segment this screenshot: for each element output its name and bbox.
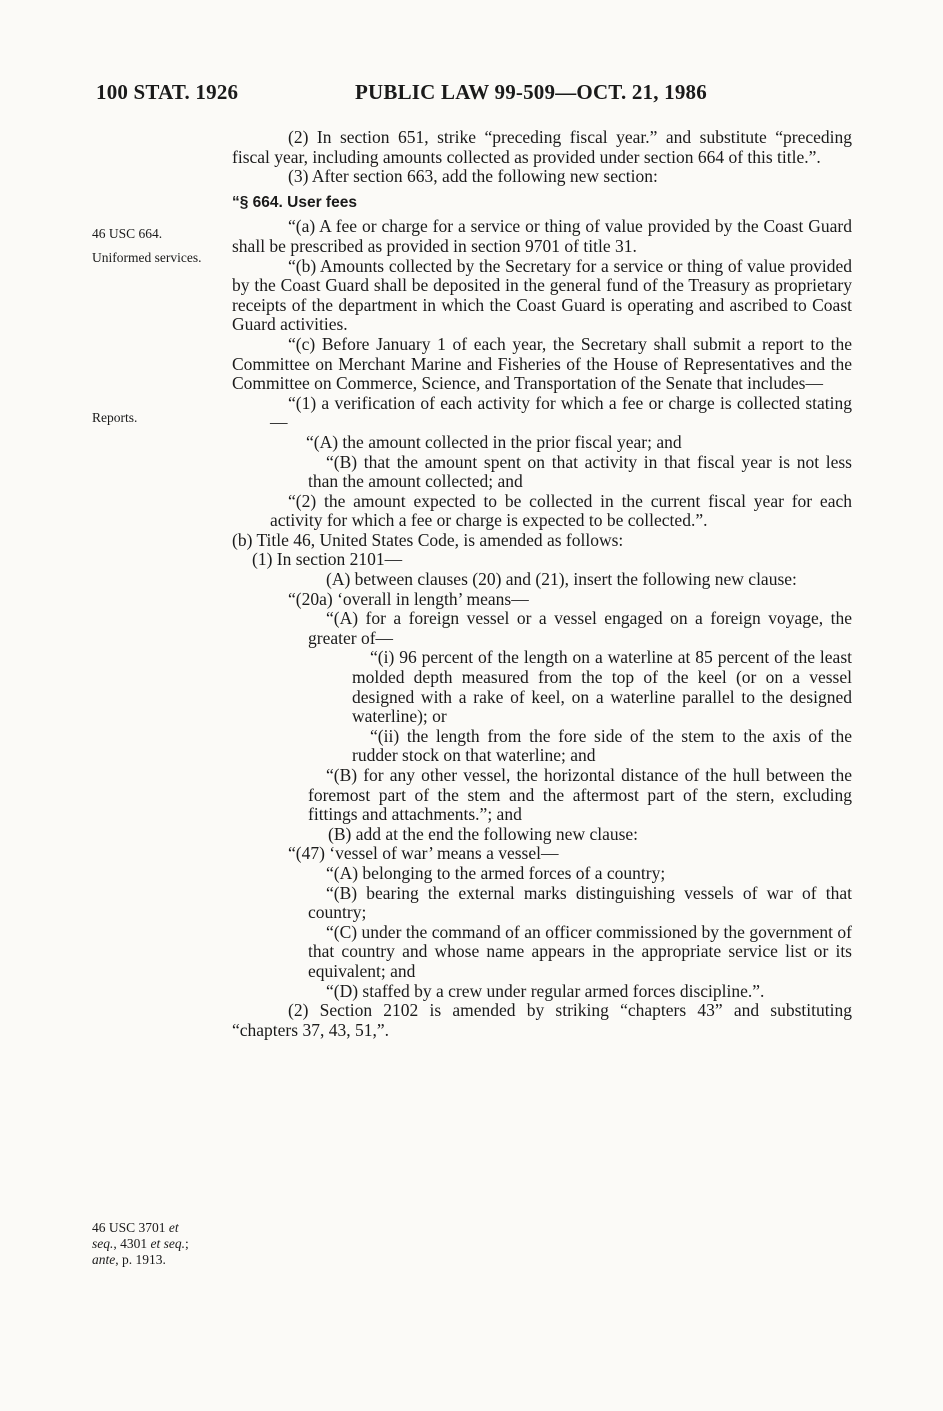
paragraph: (2) Section 2102 is amended by striking “chapters 43” and substituting “chapters 37, 43, 51,”.	[232, 1000, 852, 1040]
paragraph: “(B) that the amount spent on that activity in that fiscal year is not less than the amount collected; and	[308, 451, 852, 492]
paragraph: (3) After section 663, add the following new section:	[288, 166, 658, 187]
paragraph: “(C) under the command of an officer commissioned by the government of that country and whose name appears in the appropriate service list or its equivalent; and	[308, 921, 852, 981]
paragraph: “(A) belonging to the armed forces of a country;	[326, 862, 666, 883]
paragraph: (2) In section 651, strike “preceding fiscal year.” and substitute “preceding fiscal year, including amounts collected as provided under section 664 of this title.”.	[232, 127, 852, 167]
paragraph: “(20a) ‘overall in length’ means—	[288, 588, 529, 609]
paragraph: (1) In section 2101—	[252, 549, 403, 570]
paragraph: “(B) for any other vessel, the horizontal distance of the hull between the foremost part of the stem and the aftermost part of the stern, excluding fittings and attachments.”; and	[308, 765, 852, 825]
paragraph: “(c) Before January 1 of each year, the Secretary shall submit a report to the Committee on Merchant Marine and Fisheries of the House of Representatives and the Committee on Commerce, Science, and Transportation of the Senate that includes—	[232, 333, 852, 394]
note-text: 46 USC 3701	[92, 1220, 166, 1235]
margin-note-uniformed-services: Uniformed services.	[92, 250, 202, 265]
paragraph: “(i) 96 percent of the length on a waterline at 85 percent of the least molded depth measured from the top of the keel (or on a vessel designed with a rake of keel, on a waterline parallel to the designed waterline); or	[352, 647, 852, 727]
margin-note-usc-664: 46 USC 664.	[92, 226, 163, 241]
margin-note-usc-3701	[92, 1220, 189, 1268]
paragraph: “(47) ‘vessel of war’ means a vessel—	[288, 843, 559, 864]
law-reference: PUBLIC LAW 99-509—OCT. 21, 1986	[355, 80, 707, 104]
note-italic: et seq.	[150, 1236, 185, 1251]
paragraph: (A) between clauses (20) and (21), insert the following new clause:	[326, 569, 797, 590]
paragraph: “(a) A fee or charge for a service or thing of value provided by the Coast Guard shall be prescribed as provided in section 9701 of title 31.	[232, 216, 852, 256]
note-italic: seq.	[92, 1236, 114, 1251]
note-text: , p. 1913.	[115, 1252, 166, 1267]
statute-body	[232, 128, 852, 1040]
paragraph: “(b) Amounts collected by the Secretary for a service or thing of value provided by the Coast Guard shall be deposited in the general fund of the Treasury as proprietary receipts of the department in which the Coast Guard is operating and ascribed to Coast Guard activities.	[232, 255, 852, 335]
paragraph: “(B) bearing the external marks distinguishing vessels of war of that country;	[308, 882, 852, 923]
paragraph: “(A) for a foreign vessel or a vessel engaged on a foreign voyage, the greater of—	[308, 608, 852, 648]
page-reference: 100 STAT. 1926	[96, 80, 239, 104]
paragraph: “(1) a verification of each activity for which a fee or charge is collected stating—	[270, 392, 852, 433]
note-text: ;	[185, 1236, 189, 1251]
paragraph: (B) add at the end the following new clause:	[328, 823, 639, 844]
paragraph: (b) Title 46, United States Code, is amended as follows:	[232, 529, 624, 550]
paragraph: “(ii) the length from the fore side of the stem to the axis of the rudder stock on that waterline; and	[352, 725, 852, 766]
note-italic: et	[168, 1220, 179, 1235]
note-italic: ante	[92, 1252, 116, 1267]
margin-note-reports: Reports.	[92, 410, 138, 425]
note-text: , 4301	[113, 1236, 148, 1251]
section-heading: “§ 664. User fees	[232, 193, 357, 211]
paragraph: “(2) the amount expected to be collected in the current fiscal year for each activity for which a fee or charge is expected to be collected.”.	[270, 490, 852, 531]
paragraph: “(A) the amount collected in the prior fiscal year; and	[306, 431, 682, 452]
paragraph: “(D) staffed by a crew under regular armed forces discipline.”.	[326, 980, 765, 1001]
